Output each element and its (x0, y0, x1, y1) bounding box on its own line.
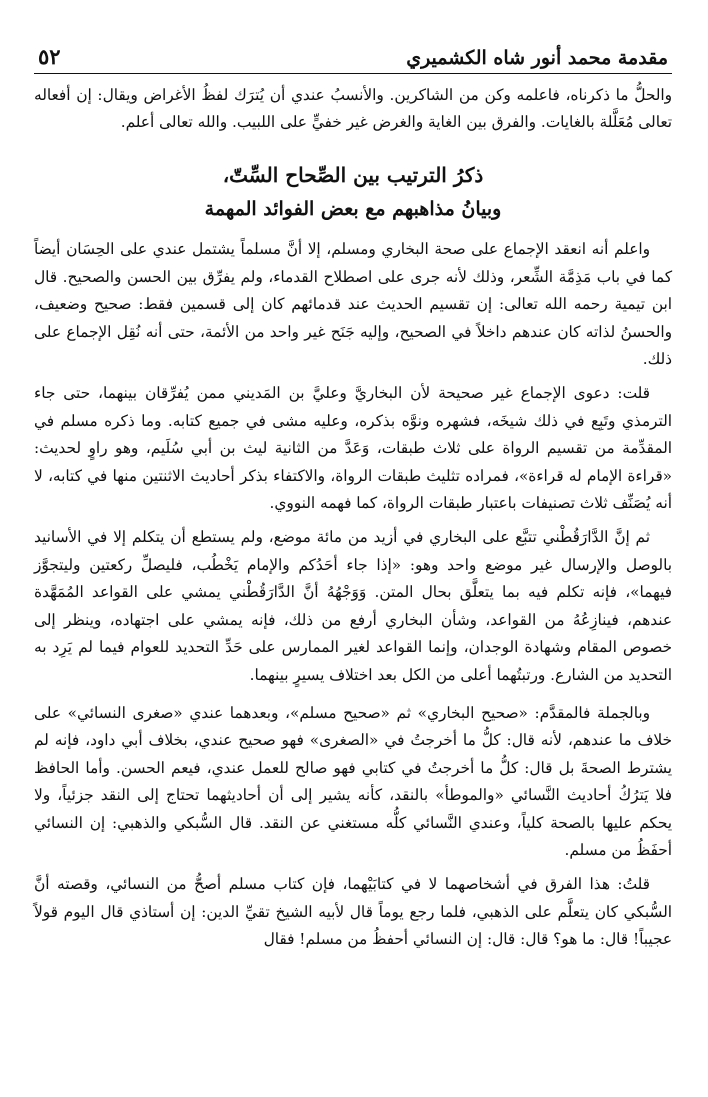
running-title: مقدمة محمد أنور شاه الكشميري (406, 47, 668, 69)
section-heading (34, 158, 672, 226)
paragraph-qultu-2: قلتُ: هذا الفرق في أشخاصهما لا في كتابَيْهما، فإن كتاب مسلم أصحُّ من النسائي، وقصته أنَّ السُّبكي كان يتعلَّم على الذهبي، فلما رجع يوماً قال لأبيه الشيخ تقيِّ الدين: إن أستاذي قال اليوم قولاً عجيباً! قال: ما هو؟ قال: قال: إن النسائي أحفظُ من مسلم! فقال (34, 875, 672, 949)
paragraph-intro: والحلُّ ما ذكرناه، فاعلمه وكن من الشاكرين. والأنسبُ عندي أن يُترَك لفظُ الأغراض ويقال: إن أفعاله تعالى مُعَلَّلة بالغايات. والفرق بين الغاية والغرض غير خفيٍّ على اللبيب. والله تعالى أعلم. (34, 86, 672, 131)
paragraph-daraqutni: ثم إنَّ الدَّارَقُطْني تتبَّع على البخاري في أزيد من مائة موضع، ولم يستطع أن يتكلم إلا في الأسانيد بالوصل والإرسال غير موضع واحد وهو: «إذا جاء أحَدُكم والإمام يَخْطُب، فليصلِّ ركعتين وليتجوَّز فيهما»، فإنه تكلم فيه بما يتعلَّق بحال المتن. وَوَجْهُهُ أنَّ الدَّارَقُطْني يمشي على القواعد المُمَهَّدة عندهم، فينازِعُهُ من القواعد، وشأن البخاري أرفع من ذلك، فإنه يمشي على اجتهاده، وينظر إلى خصوص المقام وشهادة الوجدان، وإنما القواعد لغير الممارس على حَدِّ التحديد للعوام فيما لم يَرِد به التحديد من الشارع. ورتبتُهما أعلى من الكل بعد اختلاف يسيرٍ بينهما. (34, 527, 672, 684)
section-heading-line-2: وبيانُ مذاهبهم مع بعض الفوائد المهمة (204, 198, 502, 220)
paragraph-ranking: وبالجملة فالمقدَّم: «صحيح البخاري» ثم «صحيح مسلم»، وبعدهما عندي «صغرى النسائي» على خلاف ما عندهم، لأنه قال: كلُّ ما أخرجتُ في «الصغرى» فهو صحيح عندي، بخلاف أبي داود، فإنه لم يشترط الصحةَ بل قال: كلُّ ما أخرجتُ في كتابي فهو صالح للعمل عندي، فيعم الحسن. وأما الحافظ فلا يَترُكُ أحاديث النَّسائي «والموطأ» بالنقد، كأنه يشير إلى أن أحاديثهما تحتاج إلى النقد جزئياً، ولا يحكم عليها بالصحة كلياً، وعندي النَّسائي كلُّه مستغني عن النقد. قال السُّبكي والذهبي: إن النسائي أحفَظُ من مسلم. (34, 703, 672, 860)
running-header (34, 38, 672, 74)
section-heading-line-1: ذكرُ الترتيب بين الصِّحاح السِّتّ، (222, 163, 484, 187)
paragraph-consensus: واعلم أنه انعقد الإجماع على صحة البخاري ومسلم، إلا أنَّ مسلماً يشتمل عندي على الحِسَان أيضاً كما في باب مَذِمَّة الشِّعر، وذلك لأنه جرى على اصطلاح القدماء، ولم يفرِّق بين الحسن والصحيح. قال ابن تيمية رحمه الله تعالى: إن تقسيم الحديث عند قدمائهم كان إلى قسمين فقط: صحيح وضعيف، والحسنُ لذاته كان عندهم داخلاً في الصحيح، وإليه جَنَح غير واحد من الأئمة، حتى أنه نُقِل الإجماع على ذلك. (34, 240, 672, 369)
page-body (34, 74, 672, 954)
paragraph-qultu-1: قلت: دعوى الإجماع غير صحيحة لأن البخاريَّ وعليَّ بن المَديني ممن يُفرِّقان بينهما، حتى جاء الترمذي وتَبِع في ذلك شيخَه، فشهره ونوَّه بذكره، وعليه مشى في جميع كتابه. وما ذكره مسلم في المقدِّمة من تقسيم الرواة على ثلاث طبقات، وَعَدَّ من الثانية ليث بن أبي سُلَيم، وهو راوٍ لحديث: «قراءة الإمام له قراءة»، فمراده تثليث طبقات الرواة، والاكتفاء بذكر أحاديث الاثنتين منها في كتابه، لا أنه يُصَنِّف ثلاث تصنيفات باعتبار طبقات الرواة، كما فهمه النووي. (34, 383, 672, 513)
page-number: ٥٢ (38, 44, 61, 69)
